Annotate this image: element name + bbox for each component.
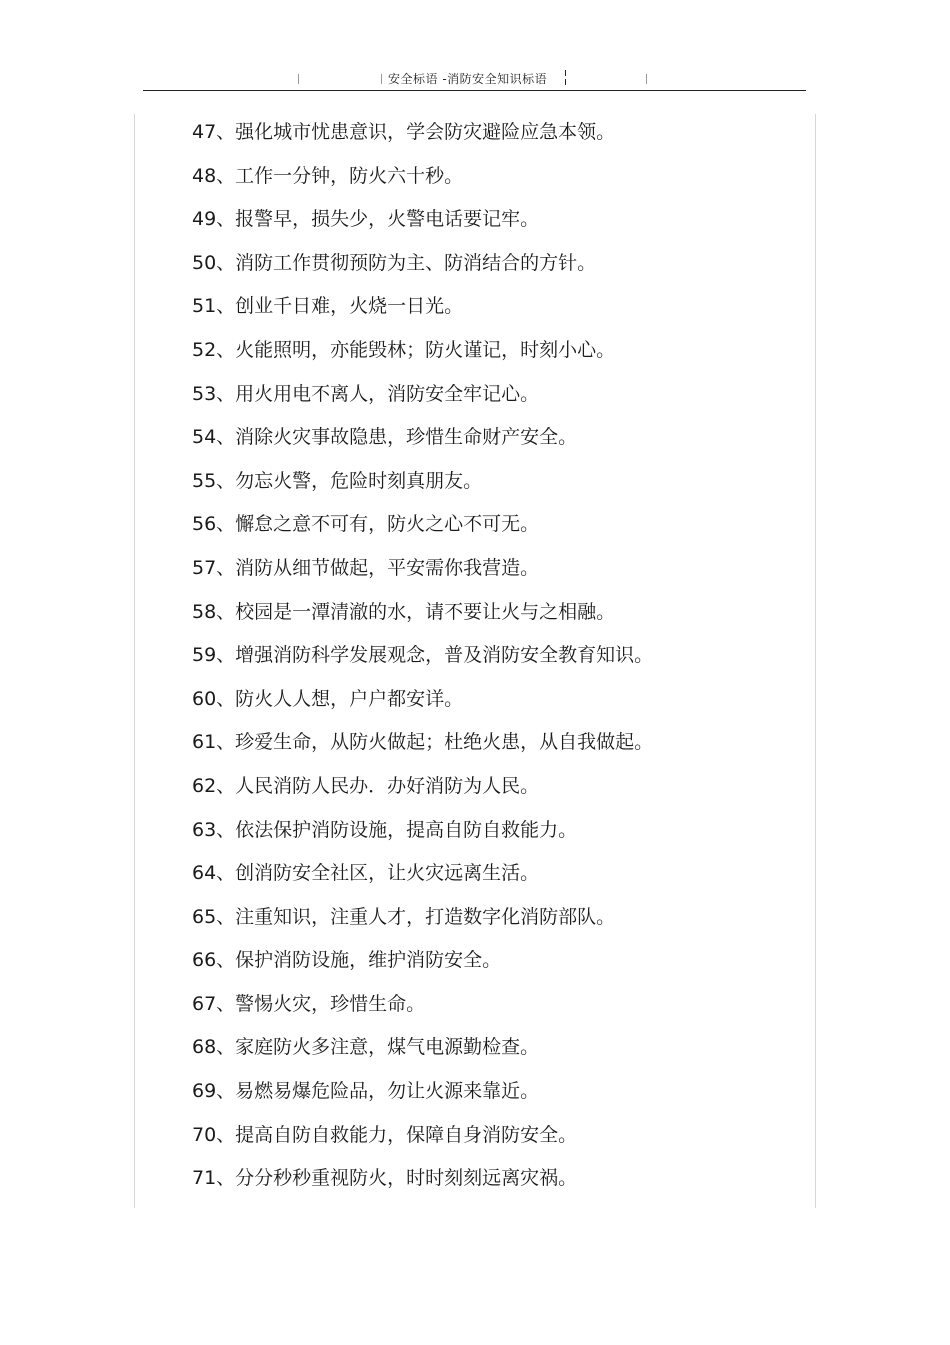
slogan-item: 66、保护消防设施，维护消防安全。 bbox=[192, 949, 502, 972]
left-margin-line bbox=[134, 114, 135, 1208]
slogan-item: 60、防火人人想，户户都安详。 bbox=[192, 687, 464, 710]
slogan-item: 71、分分秒秒重视防火，时时刻刻远离灾祸。 bbox=[192, 1167, 578, 1190]
page-header bbox=[0, 66, 950, 92]
slogan-item: 69、易燃易爆危险品，勿让火源来靠近。 bbox=[192, 1080, 540, 1103]
slogan-item: 64、创消防安全社区，让火灾远离生活。 bbox=[192, 862, 540, 885]
slogan-item: 59、增强消防科学发展观念，普及消防安全教育知识。 bbox=[192, 644, 654, 667]
slogan-item: 57、消防从细节做起，平安需你我营造。 bbox=[192, 556, 540, 579]
slogan-item: 55、勿忘火警，危险时刻真朋友。 bbox=[192, 469, 483, 492]
right-margin-line bbox=[815, 114, 816, 1208]
slogan-item: 53、用火用电不离人，消防安全牢记心。 bbox=[192, 382, 540, 405]
slogan-item: 48、工作一分钟，防火六十秒。 bbox=[192, 164, 464, 187]
slogan-item: 58、校园是一潭清澈的水，请不要让火与之相融。 bbox=[192, 600, 616, 623]
slogan-item: 52、火能照明，亦能毁林；防火谨记，时刻小心。 bbox=[192, 338, 616, 361]
slogan-item: 61、珍爱生命，从防火做起；杜绝火患，从自我做起。 bbox=[192, 731, 654, 754]
header-tick-mark bbox=[646, 74, 647, 84]
slogan-item: 65、注重知识，注重人才，打造数字化消防部队。 bbox=[192, 905, 616, 928]
header-rule bbox=[143, 90, 806, 91]
slogan-item: 54、消除火灾事故隐患，珍惜生命财产安全。 bbox=[192, 426, 578, 449]
header-tick-mark bbox=[381, 74, 382, 84]
slogan-item: 68、家庭防火多注意，煤气电源勤检查。 bbox=[192, 1036, 540, 1059]
slogan-item: 51、创业千日难，火烧一日光。 bbox=[192, 295, 464, 318]
header-tick-mark bbox=[298, 74, 299, 84]
header-tick-mark bbox=[565, 79, 566, 85]
slogan-item: 70、提高自防自救能力，保障自身消防安全。 bbox=[192, 1123, 578, 1146]
header-title: 安全标语 -消防安全知识标语 bbox=[388, 72, 548, 86]
slogan-item: 49、报警早，损失少，火警电话要记牢。 bbox=[192, 208, 540, 231]
slogan-item: 47、强化城市忧患意识，学会防灾避险应急本领。 bbox=[192, 121, 616, 143]
slogan-item: 67、警惕火灾，珍惜生命。 bbox=[192, 992, 426, 1015]
header-tick-mark bbox=[565, 70, 566, 76]
slogan-item: 63、依法保护消防设施，提高自防自救能力。 bbox=[192, 818, 578, 841]
slogan-item: 62、人民消防人民办．办好消防为人民。 bbox=[192, 774, 540, 797]
slogan-list bbox=[192, 114, 792, 1204]
slogan-item: 50、消防工作贯彻预防为主、防消结合的方针。 bbox=[192, 251, 597, 274]
slogan-item: 56、懈怠之意不可有，防火之心不可无。 bbox=[192, 513, 540, 536]
